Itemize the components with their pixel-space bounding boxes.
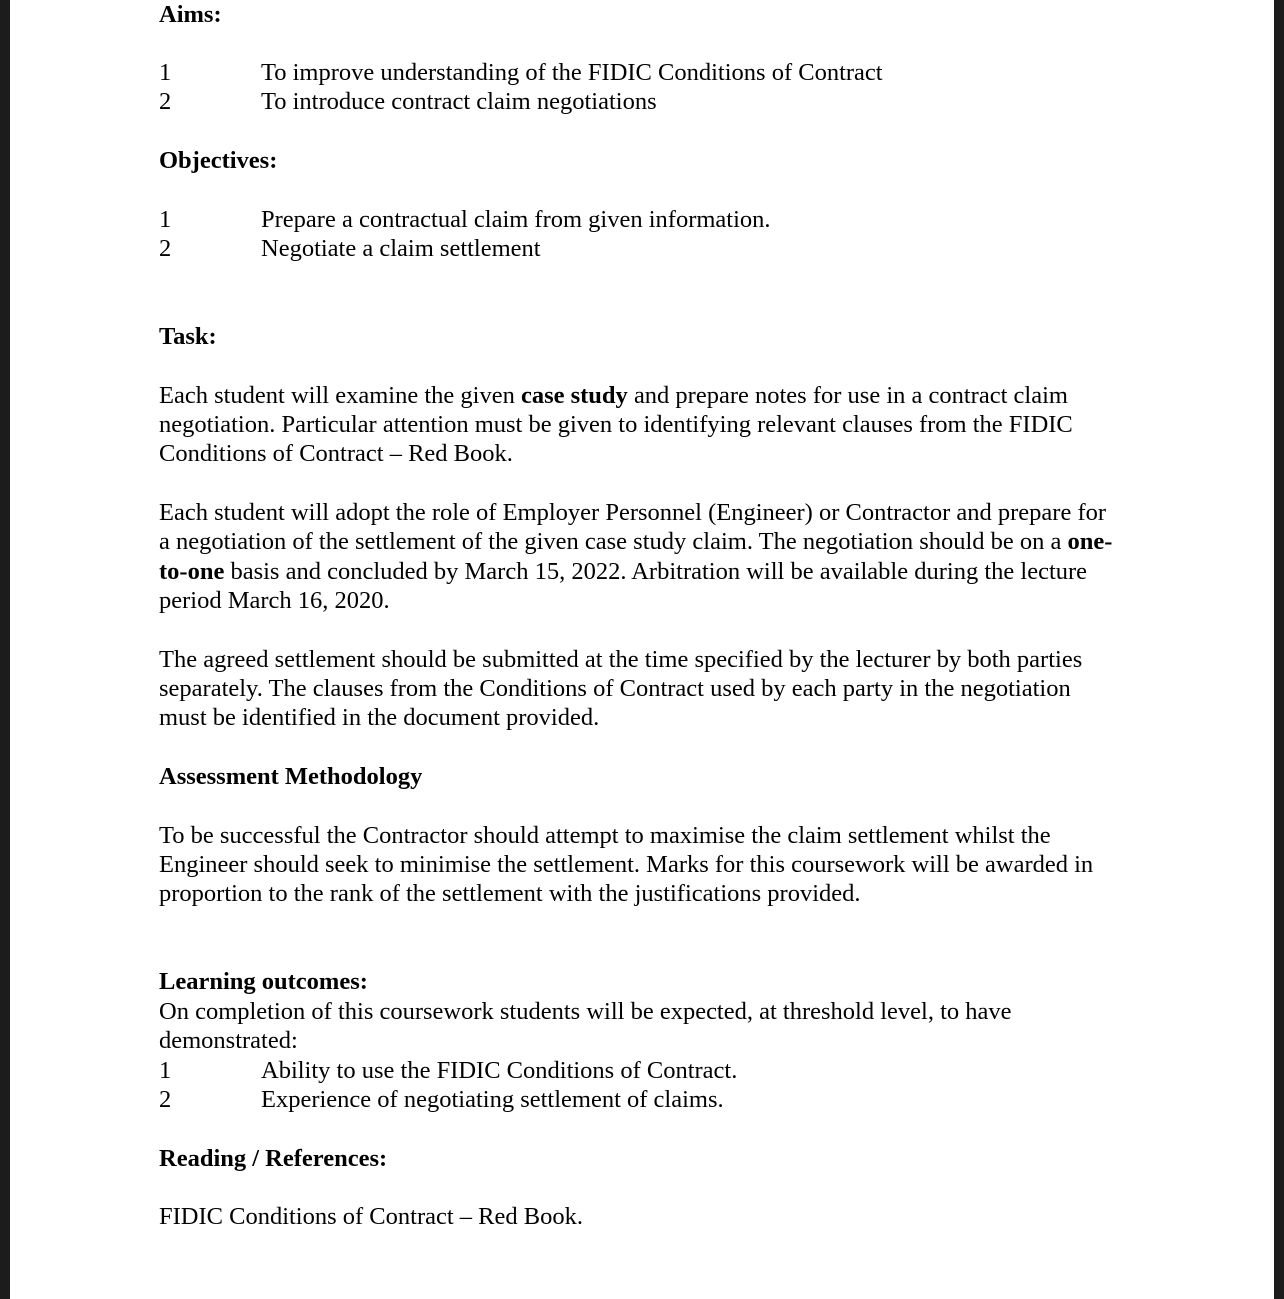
objectives-item-2-number: 2 <box>159 235 172 262</box>
learning-item-1-number: 1 <box>159 1057 172 1084</box>
task-p2-text-a: a negotiation of the settlement of the given case study claim. The negotiation should be on a <box>159 528 1068 555</box>
assessment-line-3: proportion to the rank of the settlement with the justifications provided. <box>159 880 861 907</box>
reading-line-1: FIDIC Conditions of Contract – Red Book. <box>159 1203 583 1230</box>
aims-item-1-text: To improve understanding of the FIDIC Conditions of Contract <box>261 59 883 86</box>
learning-item-1-text: Ability to use the FIDIC Conditions of Contract. <box>261 1057 738 1084</box>
assessment-line-1: To be successful the Contractor should attempt to maximise the claim settlement whilst the <box>159 822 1051 849</box>
task-paragraph-3-line-1: The agreed settlement should be submitted at the time specified by the lecturer by both parties <box>159 646 1083 673</box>
aims-heading: Aims: <box>159 1 222 28</box>
objectives-item-2-text: Negotiate a claim settlement <box>261 235 541 262</box>
task-p2-one-bold: one- <box>1067 528 1113 555</box>
task-heading: Task: <box>159 323 217 350</box>
learning-item-2-number: 2 <box>159 1086 172 1113</box>
learning-outcomes-heading: Learning outcomes: <box>159 968 368 995</box>
document-page <box>10 0 1274 1299</box>
aims-item-2-number: 2 <box>159 88 172 115</box>
task-paragraph-2-line-3 <box>159 557 1087 586</box>
window-edge-left <box>0 0 10 1299</box>
aims-item-1-number: 1 <box>159 59 172 86</box>
task-paragraph-3-line-2: separately. The clauses from the Conditions of Contract used by each party in the negotiation <box>159 675 1071 702</box>
objectives-heading: Objectives: <box>159 147 278 174</box>
task-p1-text-c: and prepare notes for use in a contract claim <box>627 382 1068 409</box>
assessment-line-2: Engineer should seek to minimise the settlement. Marks for this coursework will be awarded in <box>159 851 1094 878</box>
task-paragraph-1-line-2: negotiation. Particular attention must be given to identifying relevant clauses from the FIDIC <box>159 411 1073 438</box>
objectives-item-1-number: 1 <box>159 206 172 233</box>
task-p2-to-one-bold: to-one <box>159 558 225 585</box>
objectives-item-1-text: Prepare a contractual claim from given information. <box>261 206 771 233</box>
reading-heading: Reading / References: <box>159 1145 388 1172</box>
learning-outcomes-line-1: On completion of this coursework students will be expected, at threshold level, to have <box>159 998 1012 1025</box>
task-paragraph-1-line-3: Conditions of Contract – Red Book. <box>159 440 513 467</box>
task-paragraph-2-line-4: period March 16, 2020. <box>159 587 390 614</box>
task-p1-text-a: Each student will examine the given <box>159 382 521 409</box>
task-p1-case-study: case study <box>520 382 628 409</box>
learning-item-2-text: Experience of negotiating settlement of claims. <box>261 1086 724 1113</box>
learning-outcomes-line-2: demonstrated: <box>159 1027 298 1054</box>
task-paragraph-1-line-1 <box>159 381 1068 410</box>
aims-item-2-text: To introduce contract claim negotiations <box>261 88 657 115</box>
window-edge-right <box>1274 0 1284 1299</box>
task-paragraph-2-line-2 <box>159 527 1112 556</box>
task-paragraph-3-line-3: must be identified in the document provided. <box>159 704 600 731</box>
task-paragraph-2-line-1: Each student will adopt the role of Employer Personnel (Engineer) or Contractor and prepare for <box>159 499 1107 526</box>
assessment-heading: Assessment Methodology <box>159 763 423 790</box>
task-p2-text-b: basis and concluded by March 15, 2022. Arbitration will be available during the lecture <box>224 558 1088 585</box>
